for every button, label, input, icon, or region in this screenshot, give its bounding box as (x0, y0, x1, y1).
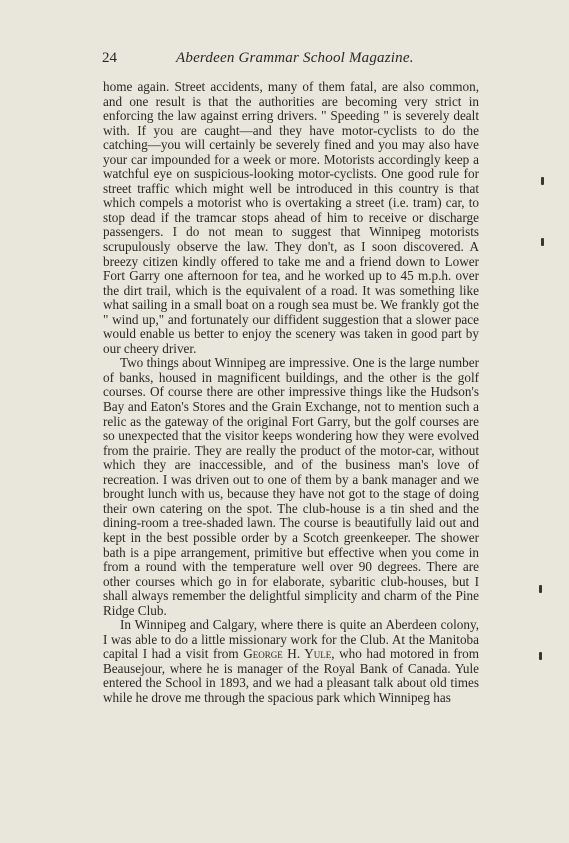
paragraph (103, 356, 479, 618)
article-body (103, 80, 479, 706)
margin-speck (539, 585, 542, 593)
page-number: 24 (102, 50, 117, 66)
paragraph (103, 80, 479, 356)
paragraph-text: home again. Street accidents, many of them fatal, are also common, and one result is that the authorities are becoming very strict in enforcing the law against erring drivers. " Speeding " is severely dealt with. If you are caught—and they have motor-cyclists to do the catching—you will certainly be severely fined and you may also have your car impounded for a week or more. Motorists accordingly keep a watchful eye on suspicious-looking motor-cyclists. One good rule for street traffic which might well be introduced in this country is that which compels a motorist who is overtaking a street (i.e. tram) car, to stop dead if the tramcar stops ahead of him to receive or discharge passengers. I do not mean to suggest that Winnipeg motorists scrupulously observe the law. They don't, as I soon discovered. A breezy citizen kindly offered to take me and a friend down to Lower Fort Garry one afternoon for tea, and he worked up to 45 m.p.h. over the dirt trail, which is the equivalent of a road. It was something like what sailing in a small boat on a rough sea must be. We frankly got the " wind up," and fortunately our diffident suggestion that a slower pace would enable us better to enjoy the scenery was taken in good part by our cheery driver. (103, 79, 479, 356)
paragraph-text: In Winnipeg and Calgary, where there is quite an Aberdeen colony, I was able to do a little missionary work for the Club. At the Manitoba capital I had a visit from (103, 617, 479, 662)
margin-speck (541, 177, 544, 185)
person-name: George H. Yule (243, 646, 332, 662)
margin-speck (541, 238, 544, 246)
paragraph-text: , who had motored in from Beausejour, where he is manager of the Royal Bank of Canada. Yule entered the School in 1893, and we had a pleasant talk about old times while he drove me through the spacious park which Winnipeg has (103, 646, 479, 705)
margin-speck (539, 652, 542, 660)
paragraph-text: Two things about Winnipeg are impressive. One is the large number of banks, housed in magnificent buildings, and the other is the golf courses. Of course there are other impressive things like the Hudson's Bay and Eaton's Stores and the Grain Exchange, not to mention such a relic as the gateway of the original Fort Garry, but the golf courses are so unexpected that the visitor keeps wondering how they were evolved from the prairie. They are really the product of the motor-car, without which they are inaccessible, and of the business man's love of recreation. I was driven out to one of them by a bank manager and we brought lunch with us, because they have not got to the stage of doing their own catering on the spot. The club-house is a tin shed and the dining-room a tree-shaded lawn. The course is beautifully laid out and kept in the best possible order by a Scotch greenkeeper. The shower bath is a pipe arrangement, primitive but effective when you come in from a round with the temperature well over 90 degrees. There are other courses which go in for elaborate, sybaritic club-houses, but I shall always remember the delightful simplicity and charm of the Pine Ridge Club. (103, 355, 479, 618)
running-title: Aberdeen Grammar School Magazine. (176, 50, 414, 66)
paragraph (103, 618, 479, 705)
page-header (100, 50, 480, 72)
